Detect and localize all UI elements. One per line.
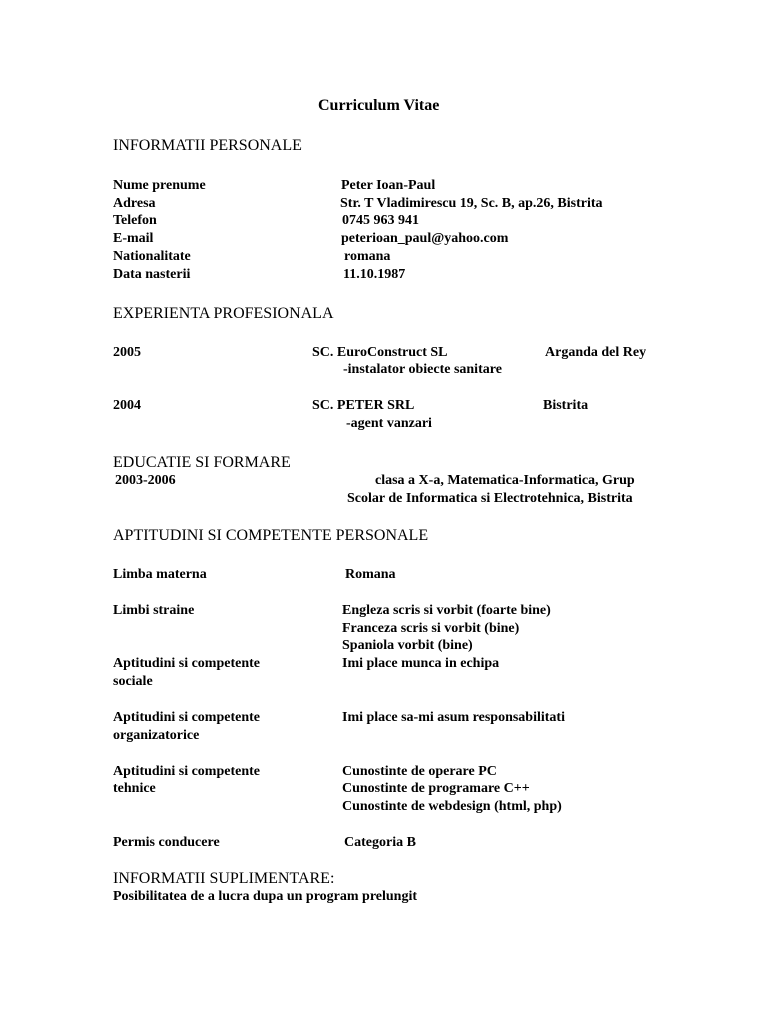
label-aptitudini-sociale-2: sociale [113, 674, 153, 689]
value-permis-conducere: Categoria B [344, 835, 416, 850]
document-title: Curriculum Vitae [318, 97, 440, 114]
label-limbi-straine: Limbi straine [113, 603, 195, 618]
value-adresa: Str. T Vladimirescu 19, Sc. B, ap.26, Bistrita [340, 196, 603, 211]
experience-year: 2004 [113, 398, 141, 413]
value-email: peterioan_paul@yahoo.com [341, 231, 509, 246]
value-data-nasterii: 11.10.1987 [343, 267, 406, 282]
section-heading-extra: INFORMATII SUPLIMENTARE: [113, 870, 335, 887]
value-aptitudini-sociale: Imi place munca in echipa [342, 656, 500, 671]
value-telefon: 0745 963 941 [342, 213, 419, 228]
label-aptitudini-organizatorice-2: organizatorice [113, 728, 200, 743]
label-nume-prenume: Nume prenume [113, 178, 206, 193]
experience-role: -instalator obiecte sanitare [343, 362, 502, 377]
experience-company: SC. EuroConstruct SL [312, 345, 448, 360]
value-tehnice-pc: Cunostinte de operare PC [342, 764, 497, 779]
label-aptitudini-sociale: Aptitudini si competente [113, 656, 260, 671]
value-nationalitate: romana [344, 249, 391, 264]
label-adresa: Adresa [113, 196, 156, 211]
section-heading-experience: EXPERIENTA PROFESIONALA [113, 305, 334, 322]
experience-company: SC. PETER SRL [312, 398, 415, 413]
label-aptitudini-tehnice-2: tehnice [113, 781, 156, 796]
value-limbi-straine-spaniola: Spaniola vorbit (bine) [342, 638, 473, 653]
label-aptitudini-tehnice: Aptitudini si competente [113, 764, 260, 779]
section-heading-personal: INFORMATII PERSONALE [113, 137, 302, 154]
label-nationalitate: Nationalitate [113, 249, 191, 264]
experience-location: Bistrita [543, 398, 589, 413]
section-heading-skills: APTITUDINI SI COMPETENTE PERSONALE [113, 527, 429, 544]
experience-year: 2005 [113, 345, 141, 360]
education-line-2: Scolar de Informatica si Electrotehnica, Bistrita [347, 491, 633, 506]
section-heading-education: EDUCATIE SI FORMARE [113, 454, 291, 471]
education-period: 2003-2006 [115, 473, 176, 488]
value-tehnice-cpp: Cunostinte de programare C++ [342, 781, 530, 796]
education-line-1: clasa a X-a, Matematica-Informatica, Grup [375, 473, 635, 488]
experience-location: Arganda del Rey [545, 345, 647, 360]
value-tehnice-webdesign: Cunostinte de webdesign (html, php) [342, 799, 562, 814]
label-data-nasterii: Data nasterii [113, 267, 191, 282]
label-limba-materna: Limba materna [113, 567, 207, 582]
value-aptitudini-organizatorice: Imi place sa-mi asum responsabilitati [342, 710, 565, 725]
experience-role: -agent vanzari [346, 416, 432, 431]
label-email: E-mail [113, 231, 154, 246]
value-limbi-straine-engleza: Engleza scris si vorbit (foarte bine) [342, 603, 551, 618]
label-aptitudini-organizatorice: Aptitudini si competente [113, 710, 260, 725]
label-permis-conducere: Permis conducere [113, 835, 220, 850]
extra-text: Posibilitatea de a lucra dupa un program prelungit [113, 889, 418, 904]
value-limbi-straine-franceza: Franceza scris si vorbit (bine) [342, 621, 520, 636]
label-telefon: Telefon [113, 213, 157, 228]
value-limba-materna: Romana [345, 567, 396, 582]
value-nume-prenume: Peter Ioan-Paul [341, 178, 436, 193]
